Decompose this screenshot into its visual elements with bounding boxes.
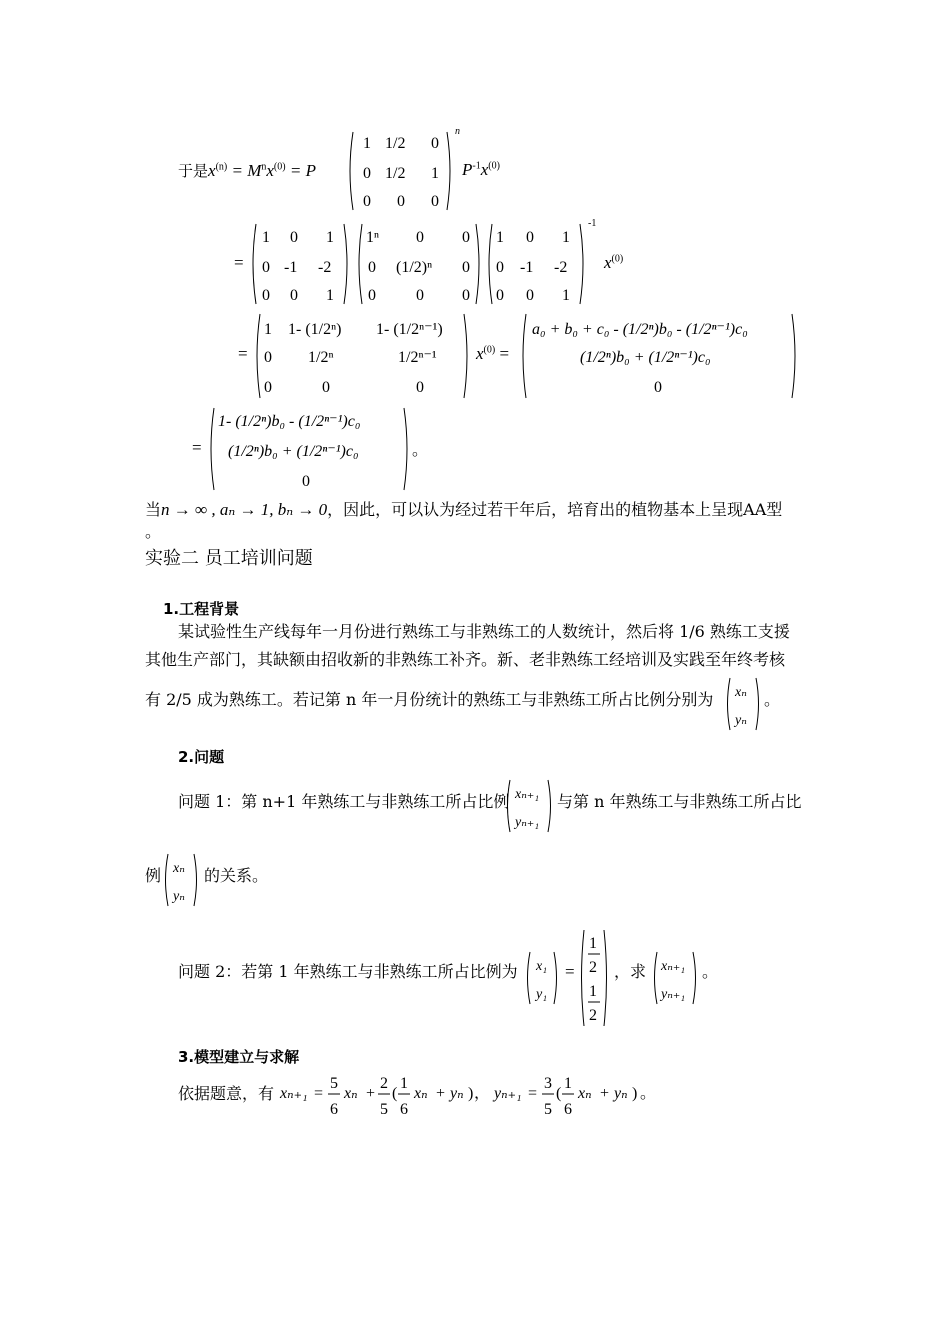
eq1-m-21: 0 <box>397 193 405 210</box>
eq3-m-12: 1/2ⁿ⁻¹ <box>398 349 437 366</box>
eq3-m-10: 0 <box>264 349 272 366</box>
eq2-x-sup: (0) <box>611 253 624 265</box>
eq1-m-22: 0 <box>431 193 439 210</box>
eq3-m-20: 0 <box>264 379 272 396</box>
s3-rparen1: ) <box>468 1085 474 1102</box>
q2-frac2-num: 1 <box>589 983 597 1000</box>
s3-xlhs: xₙ₊₁ <box>280 1085 308 1102</box>
eq2-m3-21: 0 <box>526 287 534 304</box>
s3-plus2: + <box>436 1085 446 1102</box>
eq2-matrix1 <box>248 222 352 306</box>
section1-end: 。 <box>764 690 781 709</box>
eq3-v-2: 0 <box>654 379 662 396</box>
eq1-power <box>455 126 460 137</box>
eq3-v-0: a₀ + b₀ + c₀ - (1/2ⁿ)b₀ - (1/2ⁿ⁻¹)c₀ <box>532 321 748 338</box>
eq1-m-10: 0 <box>363 165 371 182</box>
eq4-v-1: (1/2ⁿ)b₀ + (1/2ⁿ⁻¹)c₀ <box>228 443 359 460</box>
eq3-m-00: 1 <box>264 321 272 338</box>
eq3-matrix <box>252 312 472 400</box>
q1-part-c: 例 <box>145 866 162 885</box>
section1-line3: 有 2/5 成为熟练工。若记第 n 年一月份统计的熟练工与非熟练工所占比例分别为 <box>145 690 714 709</box>
eq2-matrix3 <box>484 222 588 306</box>
eq3-m-01: 1- (1/2ⁿ) <box>288 321 342 338</box>
s3-lparen1: ( <box>392 1085 398 1102</box>
eq3-x: $x^{(0)}$ = <box>476 344 510 363</box>
eq1-tail-p: P <box>462 160 473 179</box>
eq1-row <box>178 160 316 181</box>
eq2-m1-10: 0 <box>262 259 270 276</box>
s3-yn2: yₙ <box>614 1085 628 1102</box>
q2-vec2-y: yₙ₊₁ <box>661 987 686 1002</box>
eq2-m2-10: 0 <box>368 259 376 276</box>
eq2-m1-12: -2 <box>318 259 332 276</box>
q1-part-d: 的关系。 <box>204 866 269 885</box>
eq1-lhs-sup: (n) <box>215 161 228 173</box>
eq1-m-01: 1/2 <box>385 135 406 152</box>
conclusion-text: ，因此，可以认为经过若干年后，培育出的植物基本上呈现AA型 <box>327 500 783 519</box>
eq1-m-00: 1 <box>363 135 371 152</box>
s3-f1b: 1 <box>564 1075 572 1092</box>
q2-part-a: 问题 2：若第 1 年熟练工与非熟练工所占比例为 <box>178 962 518 981</box>
q2-frac1-num: 1 <box>589 935 597 952</box>
conclusion-trail: 。 <box>145 522 162 541</box>
q1-vec-y: yₙ₊₁ <box>515 815 540 830</box>
eq2-m2-11: (1/2)ⁿ <box>396 259 433 276</box>
q1-part-b: 与第 n 年熟练工与非熟练工所占比 <box>557 792 802 811</box>
eq2-m2-02: 0 <box>462 229 470 246</box>
q2-equals: = <box>565 962 575 981</box>
experiment-title: 实验二 员工培训问题 <box>145 548 313 569</box>
s3-sep: ， <box>474 1085 491 1102</box>
eq3-m-22: 0 <box>416 379 424 396</box>
s3-f5b: 5 <box>380 1101 388 1118</box>
eq2-m3-20: 0 <box>496 287 504 304</box>
eq1-m-20: 0 <box>363 193 371 210</box>
eq2-m1-00: 1 <box>262 229 270 246</box>
conclusion-lead: 当 <box>145 500 162 519</box>
q1-part-a: 问题 1：第 n+1 年熟练工与非熟练工所占比例 <box>178 792 510 811</box>
q1-vector <box>503 778 555 834</box>
s3-eq1: = <box>314 1085 324 1102</box>
section3-title: 3.模型建立与求解 <box>178 1048 300 1066</box>
s3-f3: 3 <box>544 1075 552 1092</box>
q2-vector <box>523 950 561 1006</box>
eq1-matrix-power: n <box>455 126 460 137</box>
eq4-v-0: 1- (1/2ⁿ)b₀ - (1/2ⁿ⁻¹)c₀ <box>218 413 361 430</box>
eq3-v-1: (1/2ⁿ)b₀ + (1/2ⁿ⁻¹)c₀ <box>580 349 711 366</box>
q2-frac-vector <box>578 928 610 1028</box>
eq1-mid: = M <box>231 161 262 180</box>
eq2-matrix2 <box>354 222 484 306</box>
eq1-tail-sup: -1 <box>472 160 481 172</box>
section1-title: 1.工程背景 <box>163 600 240 618</box>
q1-vec2-x: xₙ <box>173 861 185 876</box>
s3-eq2: = <box>528 1085 538 1102</box>
eq2-m3-01: 0 <box>526 229 534 246</box>
eq2-m1-20: 0 <box>262 287 270 304</box>
eq4-end: 。 <box>412 440 429 459</box>
section2-title: 2.问题 <box>178 748 225 766</box>
eq2-m3-10: 0 <box>496 259 504 276</box>
section1-line1: 某试验性生产线每年一月份进行熟练工与非熟练工的人数统计，然后将 1/6 熟练工支援 <box>178 622 790 641</box>
section1-vec-x: xₙ <box>735 685 747 700</box>
eq2-m3-02: 1 <box>562 229 570 246</box>
eq4-equals: = <box>192 438 202 457</box>
section1-line2: 其他生产部门，其缺额由招收新的非熟练工补齐。新、老非熟练工经培训及实践至年终考核 <box>145 650 786 669</box>
q2-vec-y: y₁ <box>536 987 548 1002</box>
eq2-m1-11: -1 <box>284 259 298 276</box>
s3-f5: 5 <box>330 1075 338 1092</box>
s3-xn3: xₙ <box>578 1085 592 1102</box>
eq1-m-02: 0 <box>431 135 439 152</box>
eq1-mid3: = P <box>289 161 316 180</box>
eq2-m1-02: 1 <box>326 229 334 246</box>
s3-plus1: + <box>366 1085 376 1102</box>
q2-end: 。 <box>702 962 719 981</box>
eq1-lhs: x <box>208 161 216 180</box>
eq3-m-02: 1- (1/2ⁿ⁻¹) <box>376 321 443 338</box>
s3-f6b: 6 <box>400 1101 408 1118</box>
eq1-tail2-sup: (0) <box>488 160 500 172</box>
q1-vec2-y: yₙ <box>173 889 185 904</box>
section1-vector <box>723 676 763 732</box>
eq2-m2-00: 1ⁿ <box>366 229 380 246</box>
eq3-equals: = <box>238 344 248 363</box>
section3-text: 依据题意，有 <box>178 1084 275 1103</box>
s3-xn1: xₙ <box>344 1085 358 1102</box>
s3-f1: 1 <box>400 1075 408 1092</box>
eq1-mid2: x <box>266 161 274 180</box>
eq2-m2-01: 0 <box>416 229 424 246</box>
s3-rparen2: ) <box>632 1085 638 1102</box>
eq2-m1-01: 0 <box>290 229 298 246</box>
eq2-m1-22: 1 <box>326 287 334 304</box>
eq1-m-11: 1/2 <box>385 165 406 182</box>
eq2-m2-20: 0 <box>368 287 376 304</box>
eq1-mid-sup: n <box>261 161 267 173</box>
eq1-tail-x: x <box>480 160 489 179</box>
eq2-m2-21: 0 <box>416 287 424 304</box>
eq2-m1-21: 0 <box>290 287 298 304</box>
eq2-x-var: x <box>604 253 612 272</box>
eq3-vector <box>518 312 800 400</box>
eq2-m2-22: 0 <box>462 287 470 304</box>
eq3-m-11: 1/2ⁿ <box>308 349 334 366</box>
s3-lparen2: ( <box>556 1085 562 1102</box>
s3-f2: 2 <box>380 1075 388 1092</box>
eq2-m2-12: 0 <box>462 259 470 276</box>
section1-vec-y: yₙ <box>735 713 747 728</box>
q1-vec-x: xₙ₊₁ <box>515 787 540 802</box>
s3-ylhs: yₙ₊₁ <box>494 1085 522 1102</box>
s3-end: 。 <box>640 1085 657 1102</box>
s3-f6: 6 <box>330 1101 338 1118</box>
eq2-m3-22: 1 <box>562 287 570 304</box>
eq2-x <box>604 253 623 273</box>
section3-equations <box>278 1068 668 1122</box>
s3-f5c: 5 <box>544 1101 552 1118</box>
eq2-m3-00: 1 <box>496 229 504 246</box>
eq4-vector <box>206 406 412 492</box>
s3-plus3: + <box>600 1085 610 1102</box>
q2-part-b: ，求 <box>614 962 647 981</box>
eq3-x-sup: (0) <box>483 344 496 356</box>
q2-frac1-den: 2 <box>589 959 597 976</box>
conclusion-math: n → ∞ , aₙ → 1, bₙ → 0 <box>161 500 328 519</box>
eq2-equals: = <box>234 253 244 272</box>
eq2-m3-11: -1 <box>520 259 534 276</box>
q2-frac2-den: 2 <box>589 1007 597 1024</box>
eq1-tail <box>462 160 500 180</box>
eq2-m3-12: -2 <box>554 259 568 276</box>
eq1-prefix: 于是 <box>178 162 209 180</box>
q2-vec-x: x₁ <box>536 959 548 974</box>
eq1-m-12: 1 <box>431 165 439 182</box>
q2-vector2 <box>650 950 700 1006</box>
eq3-x-var: x <box>476 344 484 363</box>
q1-vector2 <box>161 852 201 908</box>
conclusion-line <box>145 500 782 520</box>
s3-yn1: yₙ <box>450 1085 464 1102</box>
s3-f6c: 6 <box>564 1101 572 1118</box>
eq1-mid2-sup: (0) <box>273 161 286 173</box>
eq2-power: -1 <box>588 218 597 229</box>
s3-xn2: xₙ <box>414 1085 428 1102</box>
eq1-matrix <box>345 130 455 212</box>
eq4-v-2: 0 <box>302 473 310 490</box>
q2-vec2-x: xₙ₊₁ <box>661 959 686 974</box>
eq3-m-21: 0 <box>322 379 330 396</box>
